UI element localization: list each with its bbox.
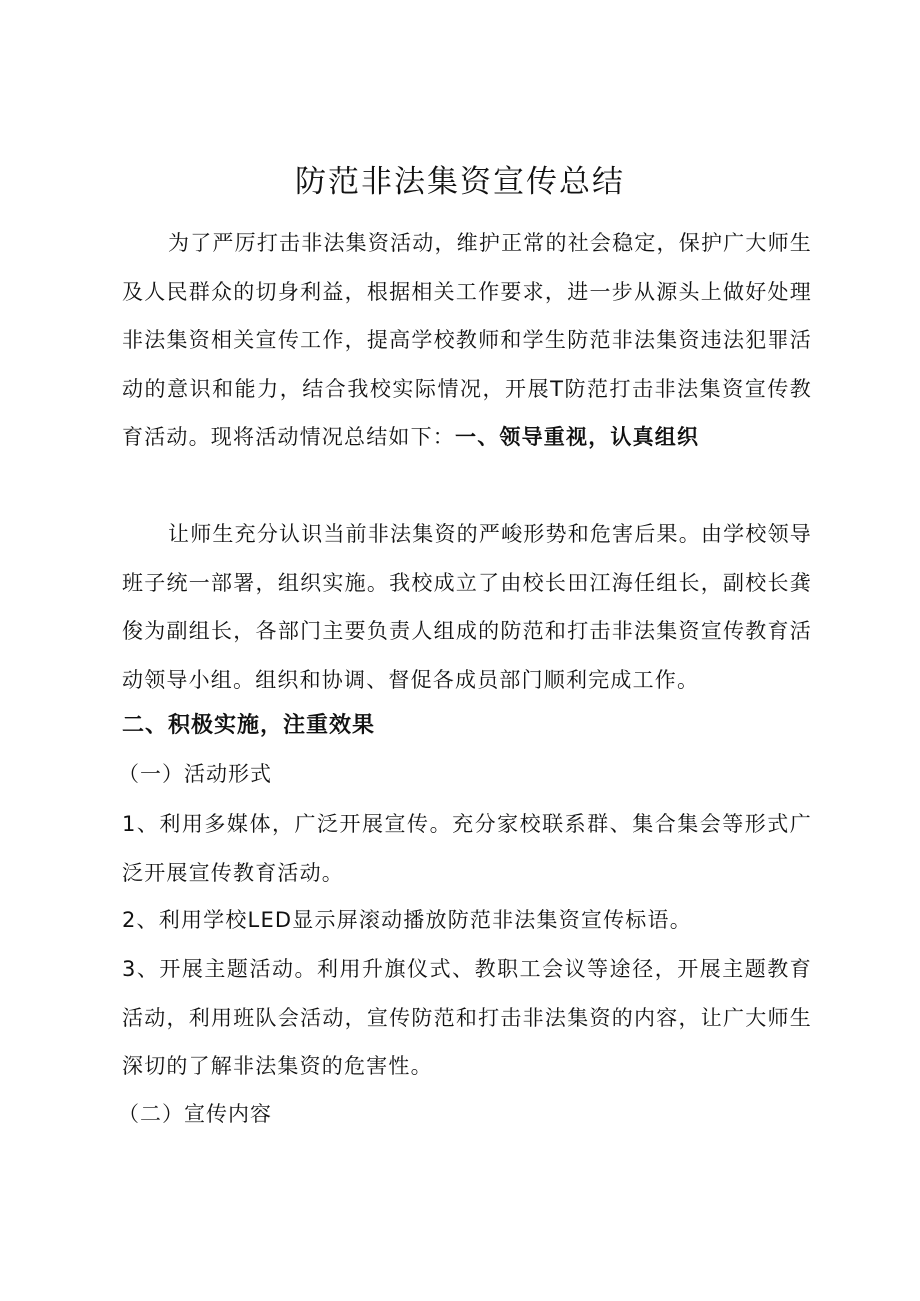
section-1-body: 让师生充分认识当前非法集资的严峻形势和危害后果。由学校领导班子统一部署，组织实施。我校成立了由校长田江海任组长，副校长龚俊为副组长，各部门主要负责人组成的防范和打击非法集资宣传教育活动领导小组。组织和协调、督促各成员部门顺利完成工作。	[122, 522, 812, 692]
subsection-2-heading: （二）宣传内容	[118, 1102, 272, 1126]
list-item-1: 1、利用多媒体，广泛开展宣传。充分家校联系群、集合集会等形式广泛开展宣传教育活动。	[122, 812, 812, 885]
subsection-1-heading: （一）活动形式	[118, 762, 272, 786]
document-title: 防范非法集资宣传总结	[295, 164, 625, 200]
list-item-2: 2、利用学校LED显示屏滚动播放防范非法集资宣传标语。	[122, 908, 692, 932]
list-item-3: 3、开展主题活动。利用升旗仪式、教职工会议等途径，开展主题教育活动，利用班队会活动，宣传防范和打击非法集资的内容，让广大师生深切的了解非法集资的危害性。	[122, 957, 812, 1078]
section-1-heading: 一、领导重视，认真组织	[455, 425, 700, 449]
section-2-heading: 二、积极实施，注重效果	[122, 713, 376, 738]
intro-text: 为了严厉打击非法集资活动，维护正常的社会稳定，保护广大师生及人民群众的切身利益，根据相关工作要求，进一步从源头上做好处理非法集资相关宣传工作，提高学校教师和学生防范非法集资违法犯罪活动的意识和能力，结合我校实际情况，开展T防范打击非法集资宣传教育活动。现将活动情况总结如下：	[122, 231, 812, 449]
intro-paragraph	[122, 219, 812, 462]
